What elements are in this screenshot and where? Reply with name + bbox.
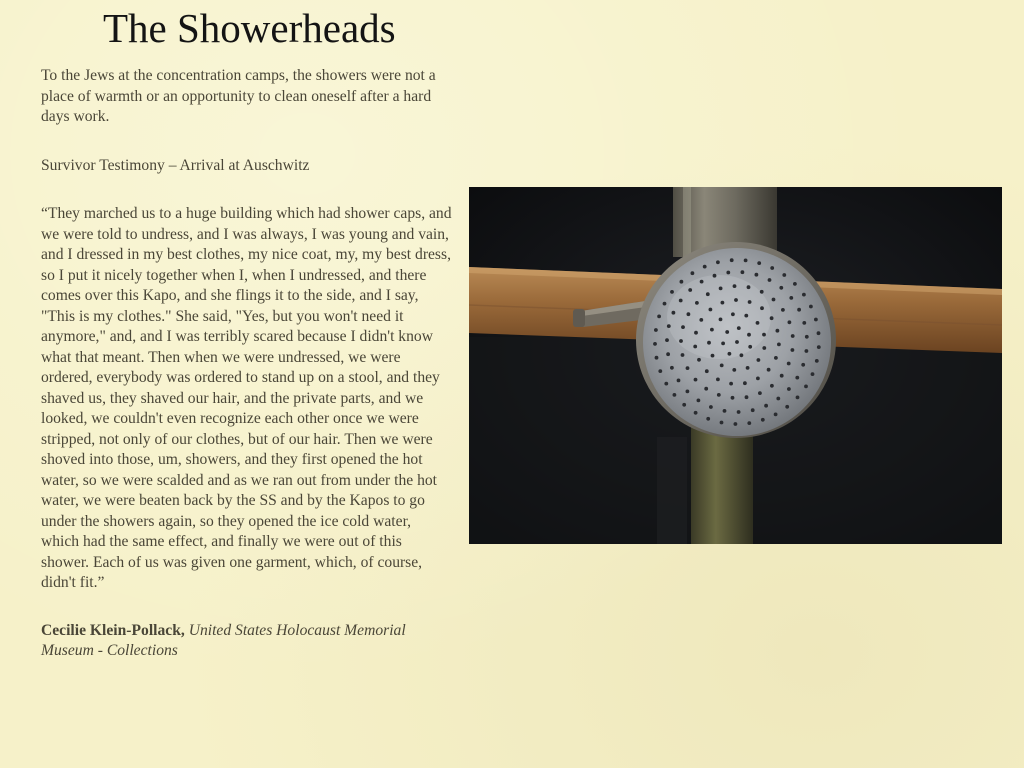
citation: [41, 621, 453, 662]
showerhead-hole: [757, 261, 761, 265]
showerhead-hole: [770, 266, 774, 270]
showerhead-hole: [686, 390, 690, 394]
citation-source: United States Holocaust Memorial Museum - Collections: [41, 621, 406, 659]
showerhead-hole: [770, 384, 774, 388]
showerhead-hole: [694, 331, 698, 335]
intro-paragraph: To the Jews at the concentration camps, the showers were not a place of warmth or an opportunity to clean oneself after a hard days work.: [41, 67, 436, 125]
showerhead-hole: [720, 364, 724, 368]
showerhead-hole: [746, 366, 750, 370]
showerhead-hole: [687, 312, 691, 316]
showerhead-hole: [764, 404, 768, 408]
showerhead-hole: [758, 391, 762, 395]
showerhead-hole: [706, 417, 710, 421]
showerhead-hole: [805, 349, 809, 353]
showerhead-hole: [796, 396, 800, 400]
showerhead-hole: [664, 382, 668, 386]
showerhead-hole: [791, 348, 795, 352]
showerhead-illustration: [469, 187, 1002, 544]
showerhead-hole: [776, 397, 780, 401]
showerhead-hole: [716, 378, 720, 382]
showerhead-hole: [653, 342, 657, 346]
showerhead-hole: [788, 320, 792, 324]
showerhead-hole: [741, 270, 745, 274]
showerhead-hole: [706, 292, 710, 296]
showerhead-hole: [663, 302, 667, 306]
showerhead-hole: [747, 285, 751, 289]
showerhead-hole: [745, 395, 749, 399]
showerhead-hole: [667, 324, 671, 328]
showerhead-hole: [795, 376, 799, 380]
showerhead-hole: [703, 265, 707, 269]
showerhead-hole: [699, 318, 703, 322]
showerhead-hole: [809, 305, 813, 309]
showerhead-hole: [711, 354, 715, 358]
showerhead-hole: [694, 411, 698, 415]
showerhead-hole: [805, 335, 809, 339]
showerhead-hole: [697, 399, 701, 403]
showerhead-hole: [655, 356, 659, 360]
showerhead-hole: [654, 328, 658, 332]
showerhead-hole: [732, 368, 736, 372]
testimony-subheading: Survivor Testimony – Arrival at Auschwitz: [41, 156, 310, 174]
showerhead-hole: [779, 286, 783, 290]
showerhead-hole: [710, 328, 714, 332]
showerhead-hole: [756, 377, 760, 381]
showerhead-hole: [697, 358, 701, 362]
showerhead-hole: [787, 362, 791, 366]
showerhead-hole: [804, 385, 808, 389]
showerhead-hole: [767, 368, 771, 372]
showerhead-hole: [815, 359, 819, 363]
showerhead-hole: [709, 405, 713, 409]
showerhead-hole: [693, 345, 697, 349]
showerhead-hole: [740, 353, 744, 357]
showerhead-hole: [801, 363, 805, 367]
showerhead-hole: [673, 393, 677, 397]
showerhead-hole: [737, 326, 741, 330]
showerhead-hole: [700, 280, 704, 284]
showerhead-hole: [728, 352, 732, 356]
showerhead-hole: [734, 422, 738, 426]
showerhead-hole: [682, 403, 686, 407]
showerhead-hole: [670, 366, 674, 370]
slide-title: The Showerheads: [103, 5, 396, 51]
showerhead-hole: [680, 280, 684, 284]
showerhead-hole: [757, 358, 761, 362]
showerhead-hole: [677, 379, 681, 383]
showerhead-hole: [756, 321, 760, 325]
showerhead-hole: [733, 284, 737, 288]
showerhead-hole: [666, 352, 670, 356]
showerhead-hole: [743, 381, 747, 385]
citation-author: Cecilie Klein-Pollack,: [41, 621, 185, 639]
showerhead-hole: [762, 346, 766, 350]
showerhead-hole: [782, 273, 786, 277]
showerhead-hole: [755, 273, 759, 277]
showerhead-hole: [688, 288, 692, 292]
showerhead-hole: [723, 409, 727, 413]
showerhead-hole: [761, 418, 765, 422]
showerhead-hole: [721, 301, 725, 305]
showerhead-hole: [719, 287, 723, 291]
showerhead-hole: [781, 308, 785, 312]
showerhead-hole: [731, 312, 735, 316]
showerhead-hole: [717, 393, 721, 397]
showerhead-hole: [725, 330, 729, 334]
showerhead-hole: [772, 298, 776, 302]
showerhead-hole: [705, 369, 709, 373]
showerhead-hole: [681, 353, 685, 357]
showerhead-photo: [469, 187, 1002, 544]
showerhead-hole: [686, 366, 690, 370]
showerhead-hole: [787, 387, 791, 391]
showerhead-hole: [694, 378, 698, 382]
showerhead-hole: [774, 413, 778, 417]
showerhead-hole: [672, 311, 676, 315]
showerhead-hole: [658, 369, 662, 373]
showerhead-hole: [777, 343, 781, 347]
showerhead-hole: [770, 316, 774, 320]
slide-text-body: [41, 66, 453, 690]
showerhead-hole: [665, 338, 669, 342]
showerhead-hole: [670, 290, 674, 294]
showerhead-hole: [719, 318, 723, 322]
showerhead-hole: [720, 421, 724, 425]
showerhead-hole: [716, 260, 720, 264]
showerhead-hole: [730, 258, 734, 262]
showerhead-hole: [747, 421, 751, 425]
showerhead-hole: [774, 356, 778, 360]
showerhead-hole: [731, 396, 735, 400]
showerhead-hole: [707, 341, 711, 345]
showerhead-hole: [762, 333, 766, 337]
showerhead-hole: [744, 259, 748, 263]
showerhead-hole: [747, 333, 751, 337]
showerhead-hole: [695, 301, 699, 305]
showerhead-hole: [726, 271, 730, 275]
showerhead-hole: [691, 271, 695, 275]
showerhead-hole: [802, 293, 806, 297]
showerhead-hole: [802, 321, 806, 325]
showerhead-hole: [704, 387, 708, 391]
showerhead-hole: [760, 306, 764, 310]
showerhead-hole: [776, 329, 780, 333]
showerhead-hole: [721, 342, 725, 346]
showerhead-hole: [785, 405, 789, 409]
showerhead-hole: [811, 372, 815, 376]
showerhead-hole: [681, 325, 685, 329]
showerhead-hole: [789, 296, 793, 300]
showerhead-hole: [780, 374, 784, 378]
showerhead-hole: [734, 298, 738, 302]
showerhead-hole: [679, 339, 683, 343]
showerhead-hole: [760, 290, 764, 294]
showerhead-hole: [817, 331, 821, 335]
showerhead-hole: [744, 314, 748, 318]
showerhead-hole: [748, 345, 752, 349]
showerhead-hole: [797, 308, 801, 312]
showerhead-hole: [729, 382, 733, 386]
showerhead-hole: [709, 308, 713, 312]
showerhead-hole: [768, 278, 772, 282]
showerhead-hole: [735, 340, 739, 344]
showerhead-hole: [793, 282, 797, 286]
testimony-quote: “They marched us to a huge building which had shower caps, and we were told to undress, and I was always, I was young and vain, and I dressed in my best clothes, my nice coat, my, my best dress, so I put it nicely together when I, when I undressed, and there comes over this Kapo, and she flings it to the side, and I say, "This is my clothes." She said, "Yes, but you won't need it anymore," and, and I was terribly scared because I didn't know what that meant. Then when we were undressed, we were ordered, everybody was ordered to stand up on a stool, and they shaved us, they shaved our hair, and the private parts, and we looked, we couldn't even recognize each other once we were stripped, not only of our clothes, but of our hair. Then we were shoved into those, um, showers, and they first opened the hot water, so we were scalded and as we ran out from under the hot water, we were beaten back by the SS and by the Kapos to go under the showers again, so they opened the ice cold water, which had the same effect, and finally we were out of this shower. Each of us was given one garment, which, of course, didn't fit.”: [41, 205, 452, 591]
showerhead-hole: [713, 274, 717, 278]
showerhead-hole: [817, 345, 821, 349]
showerhead-hole: [751, 408, 755, 412]
showerhead-hole: [814, 318, 818, 322]
showerhead-hole: [791, 334, 795, 338]
showerhead-hole: [679, 299, 683, 303]
showerhead-hole: [748, 300, 752, 304]
showerhead-hole: [657, 315, 661, 319]
showerhead-hole: [737, 410, 741, 414]
